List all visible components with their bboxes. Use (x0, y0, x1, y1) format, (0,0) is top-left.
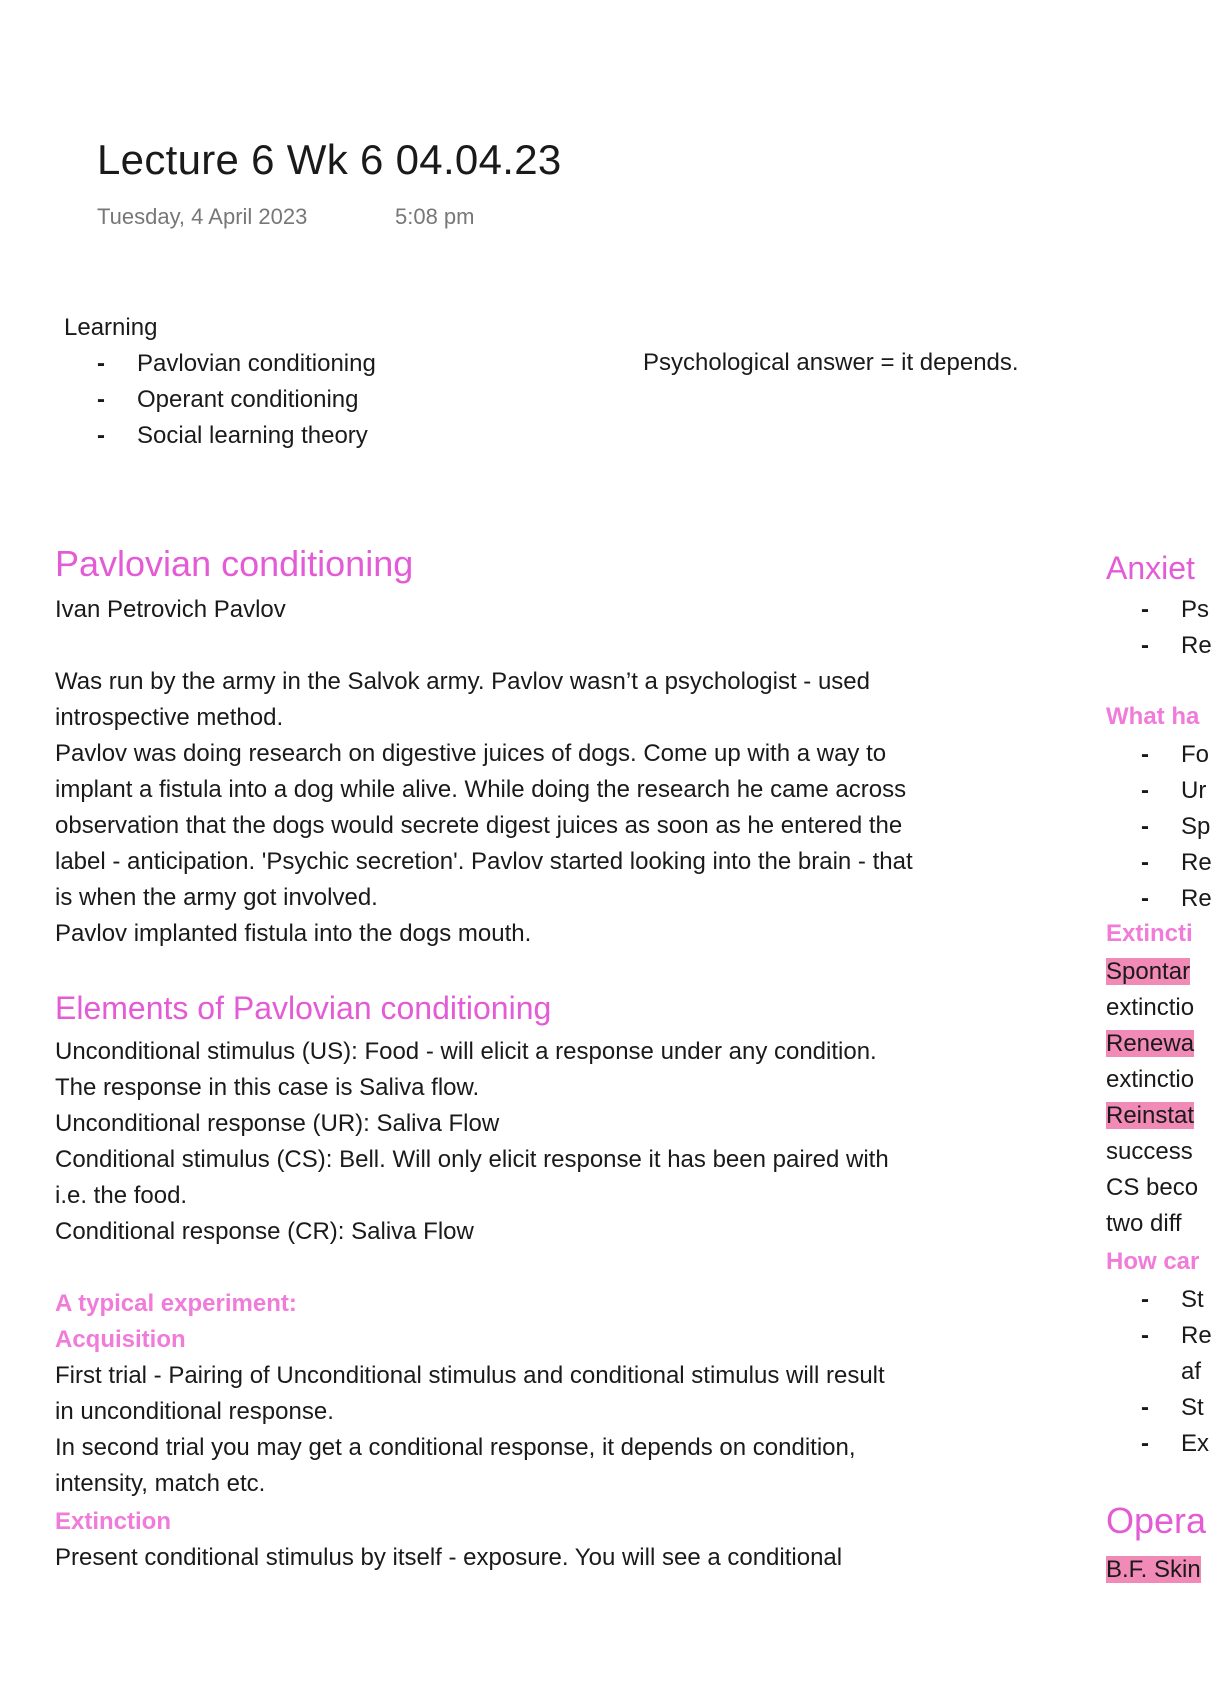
how-heading: How car (1106, 1248, 1200, 1275)
renewal-term: Renewa (1106, 1030, 1195, 1057)
intro-list (97, 346, 376, 454)
acquisition-line: First trial - Pairing of Unconditional stimulus and conditional stimulus will result (55, 1362, 885, 1389)
acquisition-line: in unconditional response. (55, 1398, 334, 1425)
page-title: Lecture 6 Wk 6 04.04.23 (97, 136, 562, 183)
reinstatement-line: two diff (1106, 1210, 1182, 1237)
how-list (1141, 1282, 1212, 1462)
what-item: - Sp (1141, 809, 1212, 845)
anxiety-item: - Re (1141, 628, 1212, 664)
paragraph-line: Pavlov implanted fistula into the dogs mouth. (55, 920, 532, 947)
elements-line: i.e. the food. (55, 1182, 188, 1209)
paragraph-line: observation that the dogs would secrete digest juices as soon as he entered the (55, 812, 903, 839)
elements-line: Conditional stimulus (CS): Bell. Will only elicit response it has been paired with (55, 1146, 889, 1173)
extinction-line: Present conditional stimulus by itself - exposure. You will see a conditional (55, 1544, 843, 1571)
acquisition-heading: Acquisition (55, 1326, 186, 1353)
right-extinction-heading: Extincti (1106, 920, 1193, 947)
extinction-heading: Extinction (55, 1508, 172, 1535)
paragraph-line: Pavlov was doing research on digestive juices of dogs. Come up with a way to (55, 740, 887, 767)
pavlov-paragraph (55, 664, 913, 952)
anxiety-title: Anxiet (1106, 550, 1195, 586)
how-item: - St (1141, 1282, 1212, 1318)
spontaneous-term: Spontar (1106, 958, 1191, 985)
note-date: Tuesday, 4 April 2023 (97, 204, 308, 229)
author-name: Ivan Petrovich Pavlov (55, 596, 286, 623)
how-item-continuation: af (1181, 1358, 1202, 1385)
note-time: 5:08 pm (395, 204, 475, 229)
skinner-name: B.F. Skin (1106, 1556, 1201, 1583)
intro-heading: Learning (64, 314, 158, 341)
reinstatement-line: success (1106, 1138, 1193, 1165)
reinstatement-term: Reinstat (1106, 1102, 1195, 1129)
how-item: - Re (1141, 1318, 1212, 1354)
what-item: - Ur (1141, 773, 1212, 809)
what-item: - Re (1141, 881, 1212, 917)
anxiety-list (1141, 592, 1212, 664)
reinstatement-line: CS beco (1106, 1174, 1199, 1201)
paragraph-line: implant a fistula into a dog while alive. While doing the research he came across (55, 776, 907, 803)
intro-list-item: - Social learning theory (97, 418, 376, 454)
elements-line: Unconditional stimulus (US): Food - will elicit a response under any condition. (55, 1038, 877, 1065)
paragraph-line: introspective method. (55, 704, 284, 731)
elements-line: Unconditional response (UR): Saliva Flow (55, 1110, 500, 1137)
what-item: - Fo (1141, 737, 1212, 773)
extinction-text (55, 1540, 842, 1576)
what-list (1141, 737, 1212, 917)
acquisition-text (55, 1358, 885, 1502)
acquisition-line: intensity, match etc. (55, 1470, 266, 1497)
what-heading: What ha (1106, 703, 1200, 730)
extinction-terms (1106, 954, 1198, 1242)
intro-list-item: - Operant conditioning (97, 382, 376, 418)
paragraph-line: label - anticipation. 'Psychic secretion'. Pavlov started looking into the brain - that (55, 848, 913, 875)
how-item: - Ex (1141, 1426, 1212, 1462)
elements-title: Elements of Pavlovian conditioning (55, 990, 552, 1026)
paragraph-line: Was run by the army in the Salvok army. Pavlov wasn’t a psychologist - used (55, 668, 871, 695)
elements-list (55, 1034, 889, 1250)
paragraph-line: is when the army got involved. (55, 884, 378, 911)
section-title-pavlovian: Pavlovian conditioning (55, 543, 414, 584)
how-item: - St (1141, 1390, 1212, 1426)
renewal-line: extinctio (1106, 1066, 1195, 1093)
elements-line: Conditional response (CR): Saliva Flow (55, 1218, 474, 1245)
spontaneous-line: extinctio (1106, 994, 1195, 1021)
acquisition-line: In second trial you may get a conditional response, it depends on condition, (55, 1434, 856, 1461)
what-item: - Re (1141, 845, 1212, 881)
elements-line: The response in this case is Saliva flow. (55, 1074, 480, 1101)
intro-list-item: - Pavlovian conditioning (97, 346, 376, 382)
intro-note: Psychological answer = it depends. (643, 349, 1019, 376)
operant-title: Opera (1106, 1500, 1207, 1541)
experiment-heading: A typical experiment: (55, 1290, 297, 1317)
anxiety-item: - Ps (1141, 592, 1212, 628)
